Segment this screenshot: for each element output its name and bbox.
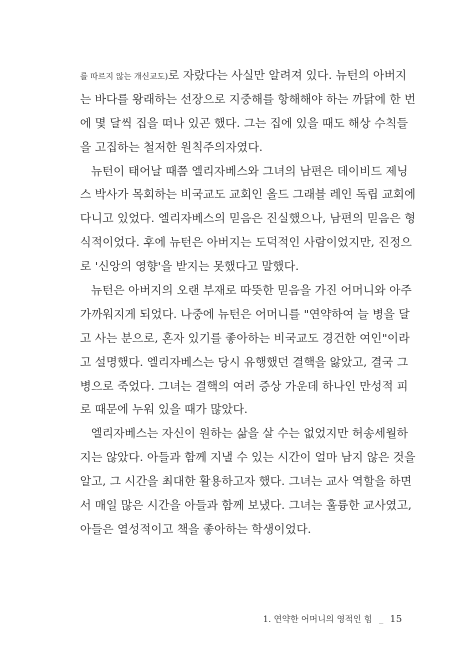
text-line: 고 사는 분으로, 혼자 있기를 좋아하는 비국교도 경건한 여인"이라 — [80, 330, 410, 345]
body-text — [80, 64, 416, 542]
page-number: 15 — [389, 614, 402, 625]
text-line: 로 '신앙의 영향'을 받지는 못했다고 말했다. — [80, 259, 299, 274]
text-line: 로 때문에 누워 있을 때가 많았다. — [80, 402, 248, 417]
text-line-small-prefix: 를 따르지 않는 개신교도) — [80, 72, 169, 81]
text-line: 식적이었다. 후에 뉴턴은 아버지는 도덕적인 사람이었지만, 진정으 — [80, 235, 412, 250]
paragraph-1 — [80, 64, 416, 160]
text-line: 서 매일 많은 시간을 아들과 함께 보냈다. 그녀는 훌륭한 교사였고, — [80, 498, 412, 513]
chapter-title: 1. 연약한 어머니의 영적인 힘 — [263, 615, 373, 625]
text-line: 뉴턴이 태어날 때쯤 엘리자베스와 그녀의 남편은 데이비드 제닝 — [91, 163, 408, 178]
footer-separator: _ — [378, 615, 384, 625]
text-line: 알고, 그 시간을 최대한 활용하고자 했다. 그녀는 교사 역할을 하면 — [80, 474, 412, 489]
text-line — [80, 64, 407, 88]
text-line: 는 바다를 왕래하는 선장으로 지중해를 항해해야 하는 까닭에 한 번 — [80, 91, 416, 106]
text-line-content: 로 자랐다는 사실만 알려져 있다. 뉴턴의 아버지 — [168, 68, 407, 82]
page-footer — [263, 613, 402, 625]
text-line: 스 박사가 목회하는 비국교도 교회인 올드 그래블 레인 독립 교회에 — [80, 187, 416, 202]
text-line: 아들은 열성적이고 책을 좋아하는 학생이었다. — [80, 521, 312, 536]
paragraph-2 — [80, 160, 416, 279]
text-line: 가까워지게 되었다. 나중에 뉴턴은 어머니를 "연약하여 늘 병을 달 — [80, 306, 410, 321]
text-line: 다니고 있었다. 엘리자베스의 믿음은 진실했으나, 남편의 믿음은 형 — [80, 211, 416, 226]
paragraph-4 — [80, 422, 416, 541]
paragraph-3 — [80, 279, 412, 422]
text-line: 엘리자베스는 자신이 원하는 삶을 살 수는 없었지만 허송세월하 — [91, 426, 408, 441]
text-line: 고 설명했다. 엘리자베스는 당시 유행했던 결핵을 앓았고, 결국 그 — [80, 354, 409, 369]
text-line: 을 고집하는 철저한 원칙주의자였다. — [80, 139, 263, 154]
text-line: 뉴턴은 아버지의 오랜 부재로 따뜻한 믿음을 가진 어머니와 아주 — [91, 283, 412, 298]
text-line: 에 몇 달씩 집을 떠나 있곤 했다. 그는 집에 있을 때도 해상 수칙들 — [80, 115, 408, 130]
text-line: 병으로 죽었다. 그녀는 결핵의 여러 증상 가운데 하나인 만성적 피 — [80, 378, 409, 393]
text-line: 지는 않았다. 아들과 함께 지낼 수 있는 시간이 얼마 남지 않은 것을 — [80, 450, 416, 465]
